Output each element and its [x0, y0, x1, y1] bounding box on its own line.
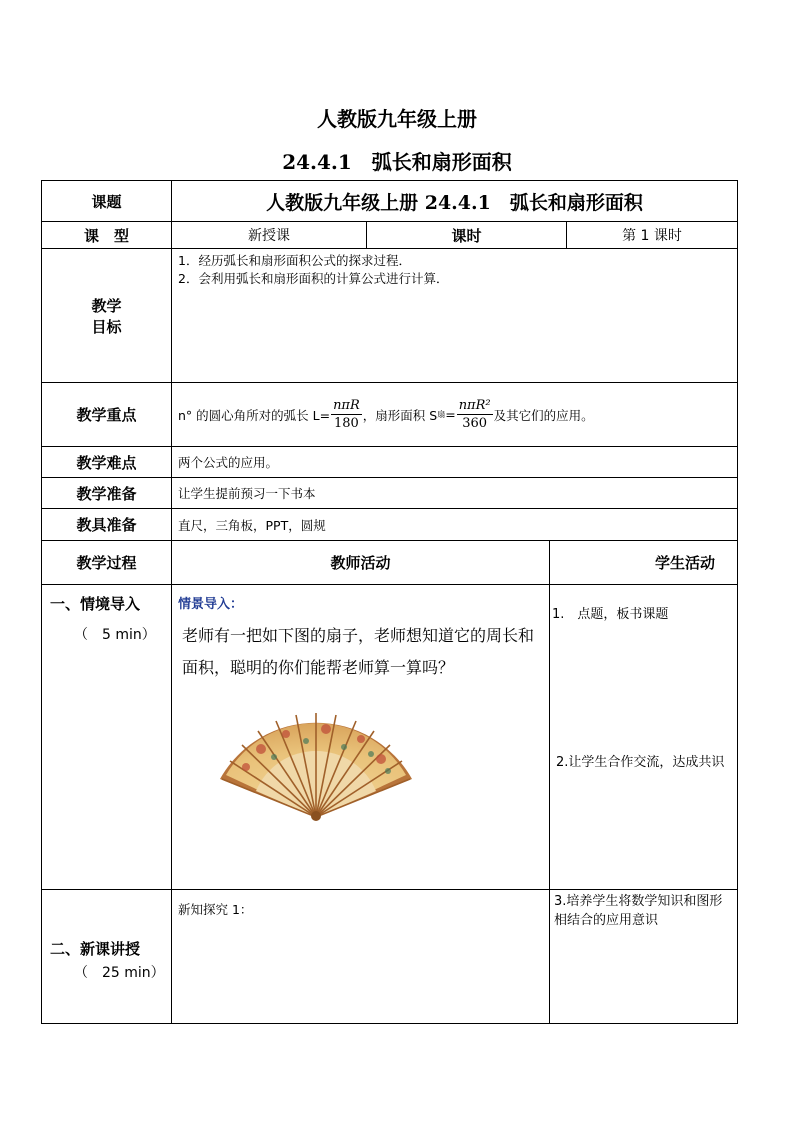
key-suffix: 及其它们的应用。 — [493, 407, 594, 423]
tools-label-cell — [41, 508, 172, 541]
stage1-student-cell — [549, 584, 738, 890]
student-label: 学生活动 — [654, 554, 715, 572]
scene-text: 老师有一把如下图的扇子，老师想知道它的周长和面积，聪明的你们能帮老师算一算吗？ — [182, 626, 535, 677]
stage2-student-cell — [549, 889, 738, 1024]
stage2-teacher-cell — [171, 889, 550, 1024]
tools-value: 直尺，三角板，PPT，圆规 — [178, 517, 326, 533]
arc-length-denominator: 180 — [334, 415, 359, 431]
difficulty-value: 两个公式的应用。 — [178, 455, 279, 470]
explore-1: 新知探究 1： — [178, 902, 253, 917]
topic-label: 课题 — [91, 192, 122, 211]
prep-label: 教学准备 — [76, 484, 137, 503]
goal-item-2: 2．会利用弧长和扇形面积的计算公式进行计算． — [178, 271, 449, 286]
lesson-title: 24.4.1 弧长和扇形面积 — [282, 150, 512, 174]
sector-area-numerator: nπR² — [458, 397, 491, 413]
goals-label-line2: 目标 — [91, 317, 122, 336]
goals-label-line1: 教学 — [91, 296, 122, 315]
student-label-cell — [549, 540, 738, 585]
difficulty-value-cell — [171, 446, 738, 478]
stage1-cell — [41, 584, 172, 890]
topic-value: 人教版九年级上册 24.4.1 弧长和扇形面积 — [266, 191, 643, 214]
type-value-cell — [171, 221, 367, 249]
arc-length-formula — [331, 397, 362, 433]
hours-value-cell — [566, 221, 738, 249]
prep-label-cell — [41, 477, 172, 509]
student-activity-2: 2.让学生合作交流，达成共识 — [556, 755, 725, 770]
teacher-label: 教师活动 — [330, 554, 391, 572]
goals-value-cell — [171, 248, 738, 383]
key-mid: ，扇形面积 S — [362, 407, 438, 423]
topic-value-cell — [171, 180, 738, 222]
topic-label-cell — [41, 180, 172, 222]
hours-value: 第 1 课时 — [622, 228, 682, 244]
document-title: 人教版九年级上册 — [317, 107, 477, 131]
stage1-time: （ 5 min） — [74, 627, 156, 643]
sector-area-denominator: 360 — [462, 415, 488, 431]
student-activity-1: 1. 点题，板书课题 — [552, 607, 669, 622]
stage1-teacher-cell — [171, 584, 550, 890]
key-eq: = — [445, 407, 456, 422]
prep-value: 让学生提前预习一下书本 — [178, 486, 316, 501]
goal-item-1: 1．经历弧长和扇形面积公式的探求过程． — [178, 253, 411, 268]
sector-area-formula — [457, 397, 493, 433]
key-label-cell — [41, 382, 172, 447]
folding-fan-image — [216, 709, 416, 824]
student-activity-3: 3.培养学生将数学知识和图形相结合的应用意识 — [554, 894, 723, 928]
hours-label-cell — [366, 221, 567, 249]
goals-label-cell — [41, 248, 172, 383]
tools-label: 教具准备 — [76, 516, 137, 534]
process-label-cell — [41, 540, 172, 585]
key-label: 教学重点 — [76, 406, 137, 424]
type-label-cell — [41, 221, 172, 249]
stage2-title: 二、新课讲授 — [50, 940, 141, 958]
key-prefix: n° 的圆心角所对的弧长 L= — [178, 407, 331, 423]
process-label: 教学过程 — [76, 554, 137, 572]
type-label: 课 型 — [83, 226, 129, 245]
type-value: 新授课 — [248, 228, 290, 244]
key-value-cell — [171, 382, 738, 447]
stage1-title: 一、情境导入 — [50, 595, 141, 613]
arc-length-numerator: nπR — [333, 397, 360, 413]
teacher-label-cell — [171, 540, 550, 585]
prep-value-cell — [171, 477, 738, 509]
difficulty-label: 教学难点 — [76, 453, 137, 472]
stage2-cell — [41, 889, 172, 1024]
stage2-time: （ 25 min） — [74, 965, 165, 981]
tools-value-cell — [171, 508, 738, 541]
hours-label: 课时 — [451, 226, 482, 245]
difficulty-label-cell — [41, 446, 172, 478]
key-sub: 扇 — [437, 410, 446, 419]
scene-intro: 情景导入： — [178, 597, 244, 612]
